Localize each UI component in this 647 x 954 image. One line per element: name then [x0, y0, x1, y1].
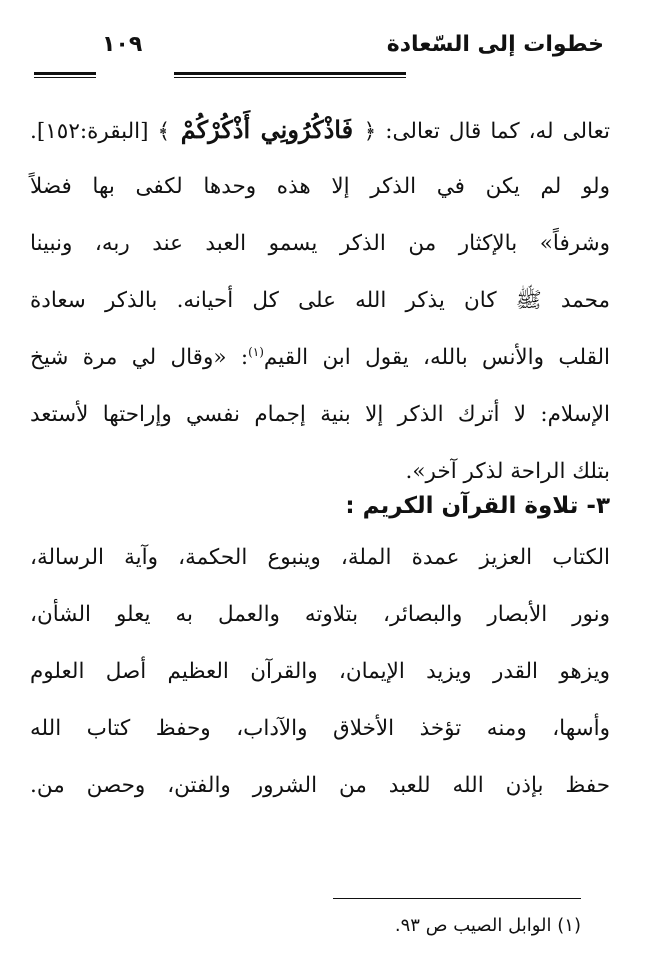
text-line: بتلك الراحة لذكر آخر».: [405, 459, 610, 484]
paragraph-quran: [30, 529, 610, 814]
page-header: [34, 28, 604, 62]
text-line: ولو لم يكن في الذكر إلا هذه وحدها لكفى بها فضلاً: [30, 174, 610, 199]
line-text: القلب والأنس بالله، يقول ابن القيم: [263, 345, 611, 370]
running-title: خطوات إلى السّعادة: [386, 32, 604, 57]
text-line: [30, 101, 610, 158]
header-rule-left: [34, 72, 96, 78]
line-text: تعالى له، كما قال تعالى: ﴿: [363, 119, 610, 144]
verse-reference: ﴾ [البقرة:١٥٢].: [30, 119, 171, 144]
text-line: محمد ﷺ كان يذكر الله على كل أحيانه. بالذكر سعادة: [30, 288, 610, 313]
text-line: حفظ بإذن الله للعبد من الشرور والفتن، وحصن من.: [30, 773, 610, 798]
text-line: الإسلام: لا أترك الذكر إلا بنية إجمام نفسي وإراحتها لأستعد: [30, 402, 610, 427]
quran-verse: فَاذْكُرُونِي أَذْكُرْكُمْ: [170, 115, 364, 144]
header-rule-right: [174, 72, 406, 78]
section-heading: ٣- تلاوة القرآن الكريم :: [345, 493, 610, 519]
footnote-divider: [333, 898, 581, 899]
line-text: : «وقال لي مرة شيخ: [30, 345, 249, 370]
text-line: ويزهو القدر ويزيد الإيمان، والقرآن العظيم أصل العلوم: [30, 659, 610, 684]
text-line: ونور الأبصار والبصائر، بتلاوته والعمل به يعلو الشأن،: [30, 602, 610, 627]
text-line: الكتاب العزيز عمدة الملة، وينبوع الحكمة، وآية الرسالة،: [30, 545, 610, 570]
footnote-marker: (١): [248, 344, 264, 359]
text-line: [30, 329, 610, 386]
page-number: ١٠٩: [102, 32, 143, 57]
text-line: وأسها، ومنه تؤخذ الأخلاق والآداب، وحفظ كتاب الله: [30, 716, 610, 741]
text-line: وشرفاً» بالإكثار من الذكر يسمو العبد عند ربه، ونبينا: [30, 231, 610, 256]
paragraph-remembrance: [30, 101, 610, 500]
footnote: (١) الوابل الصيب ص ٩٣.: [394, 915, 581, 936]
